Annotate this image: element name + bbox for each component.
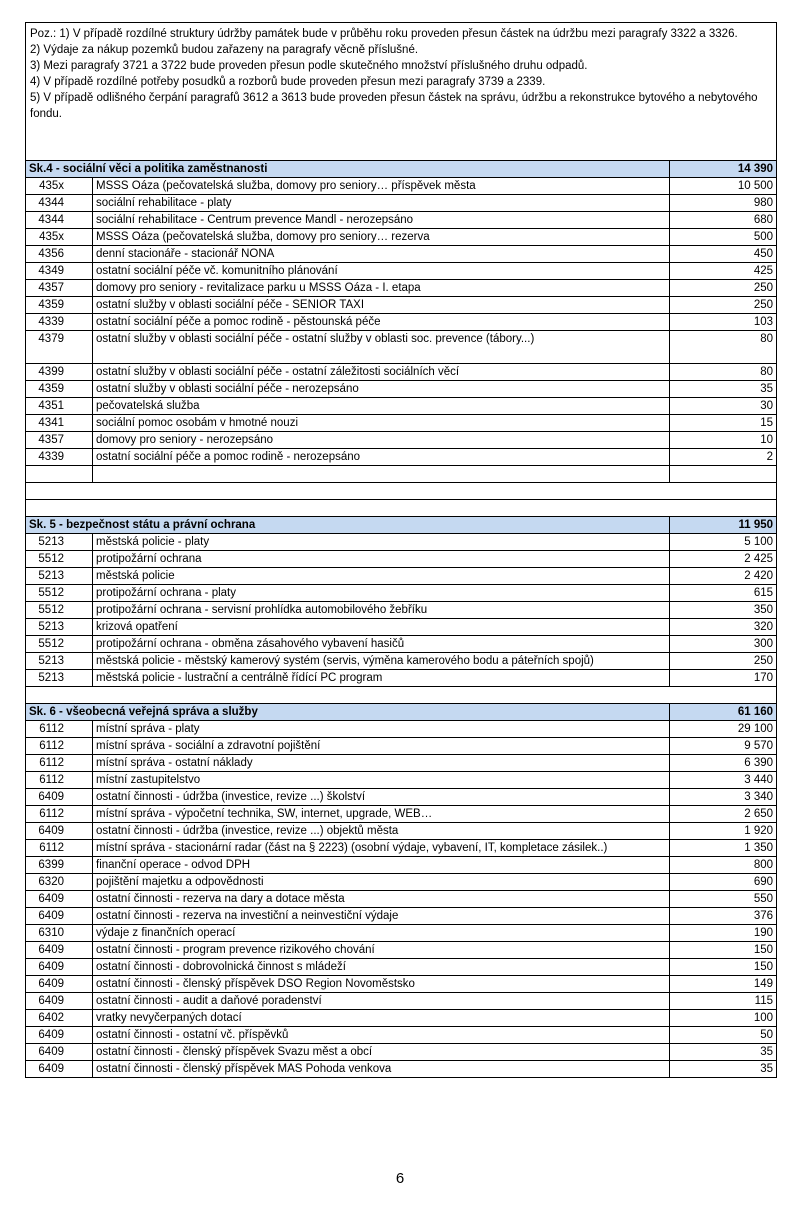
table-row bbox=[26, 721, 777, 738]
table-row bbox=[26, 314, 777, 331]
note-3: 3) Mezi paragrafy 3721 a 3722 bude proveden přesun podle skutečného množství příslušného druhu odpadů. bbox=[30, 60, 588, 72]
item-description: výdaje z finančních operací bbox=[93, 925, 670, 942]
budget-table-body bbox=[26, 23, 777, 1078]
item-description: sociální pomoc osobám v hmotné nouzi bbox=[93, 415, 670, 432]
table-row bbox=[26, 891, 777, 908]
item-amount: 29 100 bbox=[670, 721, 777, 738]
paragraph-code: 6112 bbox=[26, 840, 93, 857]
item-amount: 350 bbox=[670, 602, 777, 619]
paragraph-code: 4357 bbox=[26, 432, 93, 449]
item-amount: 500 bbox=[670, 229, 777, 246]
paragraph-code: 6409 bbox=[26, 891, 93, 908]
item-amount: 550 bbox=[670, 891, 777, 908]
item-description: vratky nevyčerpaných dotací bbox=[93, 1010, 670, 1027]
paragraph-code: 5213 bbox=[26, 670, 93, 687]
note-5: 5) V případě odlišného čerpání paragrafů 3612 a 3613 bude proveden přesun částek na správu, údržbu a rekonstrukce bytového a nebytového fondu. bbox=[30, 92, 758, 120]
item-description: sociální rehabilitace - Centrum prevence Mandl - nerozepsáno bbox=[93, 212, 670, 229]
paragraph-code: 6112 bbox=[26, 755, 93, 772]
item-description: ostatní činnosti - rezerva na dary a dotace města bbox=[93, 891, 670, 908]
paragraph-code: 4344 bbox=[26, 212, 93, 229]
item-amount: 1 350 bbox=[670, 840, 777, 857]
paragraph-code: 6409 bbox=[26, 959, 93, 976]
item-description: ostatní sociální péče a pomoc rodině - nerozepsáno bbox=[93, 449, 670, 466]
paragraph-code: 6409 bbox=[26, 1027, 93, 1044]
item-description: finanční operace - odvod DPH bbox=[93, 857, 670, 874]
item-amount: 320 bbox=[670, 619, 777, 636]
blank-cell bbox=[26, 466, 93, 483]
item-description: městská policie bbox=[93, 568, 670, 585]
item-description: místní správa - výpočetní technika, SW, internet, upgrade, WEB… bbox=[93, 806, 670, 823]
paragraph-code: 6409 bbox=[26, 976, 93, 993]
item-description: městská policie - platy bbox=[93, 534, 670, 551]
table-row bbox=[26, 381, 777, 398]
table-row bbox=[26, 993, 777, 1010]
table-row bbox=[26, 534, 777, 551]
item-amount: 3 340 bbox=[670, 789, 777, 806]
blank-cell bbox=[93, 466, 670, 483]
note-1: Poz.: 1) V případě rozdílné struktury údržby památek bude v průběhu roku proveden přesun částek na údržbu mezi paragrafy 3322 a 3326. bbox=[30, 28, 738, 40]
item-description: ostatní služby v oblasti sociální péče - ostatní služby v oblasti soc. prevence (tábory...) bbox=[93, 331, 670, 364]
table-row bbox=[26, 942, 777, 959]
table-row bbox=[26, 1061, 777, 1078]
item-amount: 615 bbox=[670, 585, 777, 602]
section-total: 61 160 bbox=[670, 704, 777, 721]
paragraph-code: 5213 bbox=[26, 653, 93, 670]
table-row bbox=[26, 331, 777, 364]
item-amount: 250 bbox=[670, 297, 777, 314]
table-row bbox=[26, 857, 777, 874]
table-row bbox=[26, 1010, 777, 1027]
item-amount: 250 bbox=[670, 280, 777, 297]
table-row bbox=[26, 568, 777, 585]
section-total: 11 950 bbox=[670, 517, 777, 534]
table-row bbox=[26, 840, 777, 857]
table-row bbox=[26, 263, 777, 280]
item-description: ostatní sociální péče a pomoc rodině - pěstounská péče bbox=[93, 314, 670, 331]
paragraph-code: 4339 bbox=[26, 314, 93, 331]
item-description: ostatní služby v oblasti sociální péče - nerozepsáno bbox=[93, 381, 670, 398]
paragraph-code: 4379 bbox=[26, 331, 93, 364]
table-row bbox=[26, 874, 777, 891]
paragraph-code: 4359 bbox=[26, 297, 93, 314]
paragraph-code: 5512 bbox=[26, 602, 93, 619]
item-description: protipožární ochrana - servisní prohlídka automobilového žebříku bbox=[93, 602, 670, 619]
spacer-cell bbox=[26, 687, 777, 704]
table-row bbox=[26, 806, 777, 823]
table-row bbox=[26, 212, 777, 229]
item-description: ostatní činnosti - rezerva na investiční a neinvestiční výdaje bbox=[93, 908, 670, 925]
note-4: 4) V případě rozdílné potřeby posudků a rozborů bude proveden přesun mezi paragrafy 3739 a 2339. bbox=[30, 76, 546, 88]
table-row bbox=[26, 602, 777, 619]
notes-row bbox=[26, 23, 777, 161]
item-description: protipožární ochrana bbox=[93, 551, 670, 568]
item-description: MSSS Oáza (pečovatelská služba, domovy pro seniory… příspěvek města bbox=[93, 178, 670, 195]
paragraph-code: 6112 bbox=[26, 721, 93, 738]
paragraph-code: 6409 bbox=[26, 1061, 93, 1078]
item-amount: 1 920 bbox=[670, 823, 777, 840]
spacer-row bbox=[26, 483, 777, 500]
paragraph-code: 5213 bbox=[26, 619, 93, 636]
section-title: Sk.4 - sociální věci a politika zaměstnanosti bbox=[26, 161, 670, 178]
section-header bbox=[26, 704, 777, 721]
paragraph-code: 4351 bbox=[26, 398, 93, 415]
item-description: místní správa - platy bbox=[93, 721, 670, 738]
item-description: ostatní činnosti - údržba (investice, revize ...) školství bbox=[93, 789, 670, 806]
item-amount: 35 bbox=[670, 1061, 777, 1078]
paragraph-code: 435x bbox=[26, 178, 93, 195]
page-number: 6 bbox=[395, 1170, 405, 1187]
section-header bbox=[26, 161, 777, 178]
item-description: místní zastupitelstvo bbox=[93, 772, 670, 789]
table-row bbox=[26, 670, 777, 687]
item-amount: 980 bbox=[670, 195, 777, 212]
item-amount: 170 bbox=[670, 670, 777, 687]
spacer-row bbox=[26, 500, 777, 517]
paragraph-code: 5512 bbox=[26, 585, 93, 602]
item-amount: 425 bbox=[670, 263, 777, 280]
table-row bbox=[26, 619, 777, 636]
item-description: městská policie - městský kamerový systém (servis, výměna kamerového bodu a páteřních spojů) bbox=[93, 653, 670, 670]
item-amount: 800 bbox=[670, 857, 777, 874]
paragraph-code: 5512 bbox=[26, 636, 93, 653]
table-row bbox=[26, 280, 777, 297]
item-amount: 2 650 bbox=[670, 806, 777, 823]
item-description: místní správa - sociální a zdravotní pojištění bbox=[93, 738, 670, 755]
table-row bbox=[26, 432, 777, 449]
table-row bbox=[26, 415, 777, 432]
paragraph-code: 4349 bbox=[26, 263, 93, 280]
paragraph-code: 6409 bbox=[26, 789, 93, 806]
paragraph-code: 5213 bbox=[26, 568, 93, 585]
spacer-cell bbox=[26, 500, 777, 517]
section-header bbox=[26, 517, 777, 534]
item-amount: 149 bbox=[670, 976, 777, 993]
paragraph-code: 6320 bbox=[26, 874, 93, 891]
item-description: ostatní činnosti - údržba (investice, revize ...) objektů města bbox=[93, 823, 670, 840]
paragraph-code: 6112 bbox=[26, 738, 93, 755]
table-row bbox=[26, 195, 777, 212]
paragraph-code: 6409 bbox=[26, 942, 93, 959]
table-row bbox=[26, 585, 777, 602]
item-description: domovy pro seniory - nerozepsáno bbox=[93, 432, 670, 449]
item-description: ostatní činnosti - program prevence rizikového chování bbox=[93, 942, 670, 959]
item-amount: 6 390 bbox=[670, 755, 777, 772]
section-total: 14 390 bbox=[670, 161, 777, 178]
item-description: ostatní činnosti - členský příspěvek DSO Region Novoměstsko bbox=[93, 976, 670, 993]
table-row bbox=[26, 1044, 777, 1061]
item-description: MSSS Oáza (pečovatelská služba, domovy pro seniory… rezerva bbox=[93, 229, 670, 246]
item-description: krizová opatření bbox=[93, 619, 670, 636]
paragraph-code: 4339 bbox=[26, 449, 93, 466]
item-amount: 10 500 bbox=[670, 178, 777, 195]
paragraph-code: 6310 bbox=[26, 925, 93, 942]
table-row bbox=[26, 789, 777, 806]
item-description: místní správa - stacionární radar (část na § 2223) (osobní výdaje, vybavení, IT, kompletace zásilek..) bbox=[93, 840, 670, 857]
item-amount: 190 bbox=[670, 925, 777, 942]
item-amount: 35 bbox=[670, 1044, 777, 1061]
item-description: ostatní služby v oblasti sociální péče - SENIOR TAXI bbox=[93, 297, 670, 314]
paragraph-code: 6409 bbox=[26, 993, 93, 1010]
table-row bbox=[26, 229, 777, 246]
paragraph-code: 6399 bbox=[26, 857, 93, 874]
table-row bbox=[26, 772, 777, 789]
item-description: protipožární ochrana - platy bbox=[93, 585, 670, 602]
table-row bbox=[26, 823, 777, 840]
table-row bbox=[26, 925, 777, 942]
paragraph-code: 5512 bbox=[26, 551, 93, 568]
section-title: Sk. 5 - bezpečnost státu a právní ochrana bbox=[26, 517, 670, 534]
item-amount: 2 bbox=[670, 449, 777, 466]
item-amount: 30 bbox=[670, 398, 777, 415]
item-amount: 150 bbox=[670, 959, 777, 976]
item-description: městská policie - lustrační a centrálně řídící PC program bbox=[93, 670, 670, 687]
paragraph-code: 5213 bbox=[26, 534, 93, 551]
spacer-row bbox=[26, 687, 777, 704]
blank-row bbox=[26, 466, 777, 483]
item-amount: 35 bbox=[670, 381, 777, 398]
item-description: ostatní služby v oblasti sociální péče - ostatní záležitosti sociálních věcí bbox=[93, 364, 670, 381]
item-description: ostatní činnosti - ostatní vč. příspěvků bbox=[93, 1027, 670, 1044]
item-amount: 680 bbox=[670, 212, 777, 229]
item-description: pojištění majetku a odpovědnosti bbox=[93, 874, 670, 891]
item-description: ostatní činnosti - členský příspěvek MAS Pohoda venkova bbox=[93, 1061, 670, 1078]
table-row bbox=[26, 398, 777, 415]
item-amount: 103 bbox=[670, 314, 777, 331]
item-description: domovy pro seniory - revitalizace parku u MSSS Oáza - I. etapa bbox=[93, 280, 670, 297]
paragraph-code: 6409 bbox=[26, 823, 93, 840]
paragraph-code: 4359 bbox=[26, 381, 93, 398]
item-amount: 450 bbox=[670, 246, 777, 263]
item-amount: 50 bbox=[670, 1027, 777, 1044]
item-amount: 2 425 bbox=[670, 551, 777, 568]
item-amount: 10 bbox=[670, 432, 777, 449]
paragraph-code: 4356 bbox=[26, 246, 93, 263]
item-description: ostatní činnosti - dobrovolnická činnost s mládeží bbox=[93, 959, 670, 976]
paragraph-code: 6112 bbox=[26, 772, 93, 789]
table-row bbox=[26, 297, 777, 314]
table-row bbox=[26, 755, 777, 772]
table-row bbox=[26, 908, 777, 925]
item-description: denní stacionáře - stacionář NONA bbox=[93, 246, 670, 263]
item-description: místní správa - ostatní náklady bbox=[93, 755, 670, 772]
item-amount: 80 bbox=[670, 331, 777, 364]
item-amount: 300 bbox=[670, 636, 777, 653]
budget-table bbox=[25, 22, 777, 1078]
table-row bbox=[26, 653, 777, 670]
item-amount: 80 bbox=[670, 364, 777, 381]
paragraph-code: 4399 bbox=[26, 364, 93, 381]
item-description: sociální rehabilitace - platy bbox=[93, 195, 670, 212]
item-amount: 690 bbox=[670, 874, 777, 891]
item-description: ostatní činnosti - audit a daňové poradenství bbox=[93, 993, 670, 1010]
spacer-cell bbox=[26, 483, 777, 500]
table-row bbox=[26, 551, 777, 568]
paragraph-code: 435x bbox=[26, 229, 93, 246]
item-amount: 15 bbox=[670, 415, 777, 432]
section-title: Sk. 6 - všeobecná veřejná správa a služby bbox=[26, 704, 670, 721]
paragraph-code: 6409 bbox=[26, 908, 93, 925]
paragraph-code: 6112 bbox=[26, 806, 93, 823]
paragraph-code: 4357 bbox=[26, 280, 93, 297]
table-row bbox=[26, 178, 777, 195]
item-description: protipožární ochrana - obměna zásahového vybavení hasičů bbox=[93, 636, 670, 653]
item-amount: 250 bbox=[670, 653, 777, 670]
paragraph-code: 4341 bbox=[26, 415, 93, 432]
table-row bbox=[26, 959, 777, 976]
notes-cell bbox=[26, 23, 777, 161]
table-row bbox=[26, 364, 777, 381]
item-amount: 376 bbox=[670, 908, 777, 925]
item-amount: 3 440 bbox=[670, 772, 777, 789]
note-2: 2) Výdaje za nákup pozemků budou zařazeny na paragrafy věcně příslušné. bbox=[30, 44, 419, 56]
table-row bbox=[26, 636, 777, 653]
item-description: ostatní sociální péče vč. komunitního plánování bbox=[93, 263, 670, 280]
item-amount: 100 bbox=[670, 1010, 777, 1027]
paragraph-code: 6402 bbox=[26, 1010, 93, 1027]
blank-cell bbox=[670, 466, 777, 483]
table-row bbox=[26, 976, 777, 993]
item-amount: 150 bbox=[670, 942, 777, 959]
table-row bbox=[26, 1027, 777, 1044]
paragraph-code: 6409 bbox=[26, 1044, 93, 1061]
item-description: pečovatelská služba bbox=[93, 398, 670, 415]
table-row bbox=[26, 449, 777, 466]
item-amount: 115 bbox=[670, 993, 777, 1010]
table-row bbox=[26, 738, 777, 755]
item-amount: 9 570 bbox=[670, 738, 777, 755]
paragraph-code: 4344 bbox=[26, 195, 93, 212]
item-description: ostatní činnosti - členský příspěvek Svazu měst a obcí bbox=[93, 1044, 670, 1061]
item-amount: 5 100 bbox=[670, 534, 777, 551]
table-row bbox=[26, 246, 777, 263]
item-amount: 2 420 bbox=[670, 568, 777, 585]
